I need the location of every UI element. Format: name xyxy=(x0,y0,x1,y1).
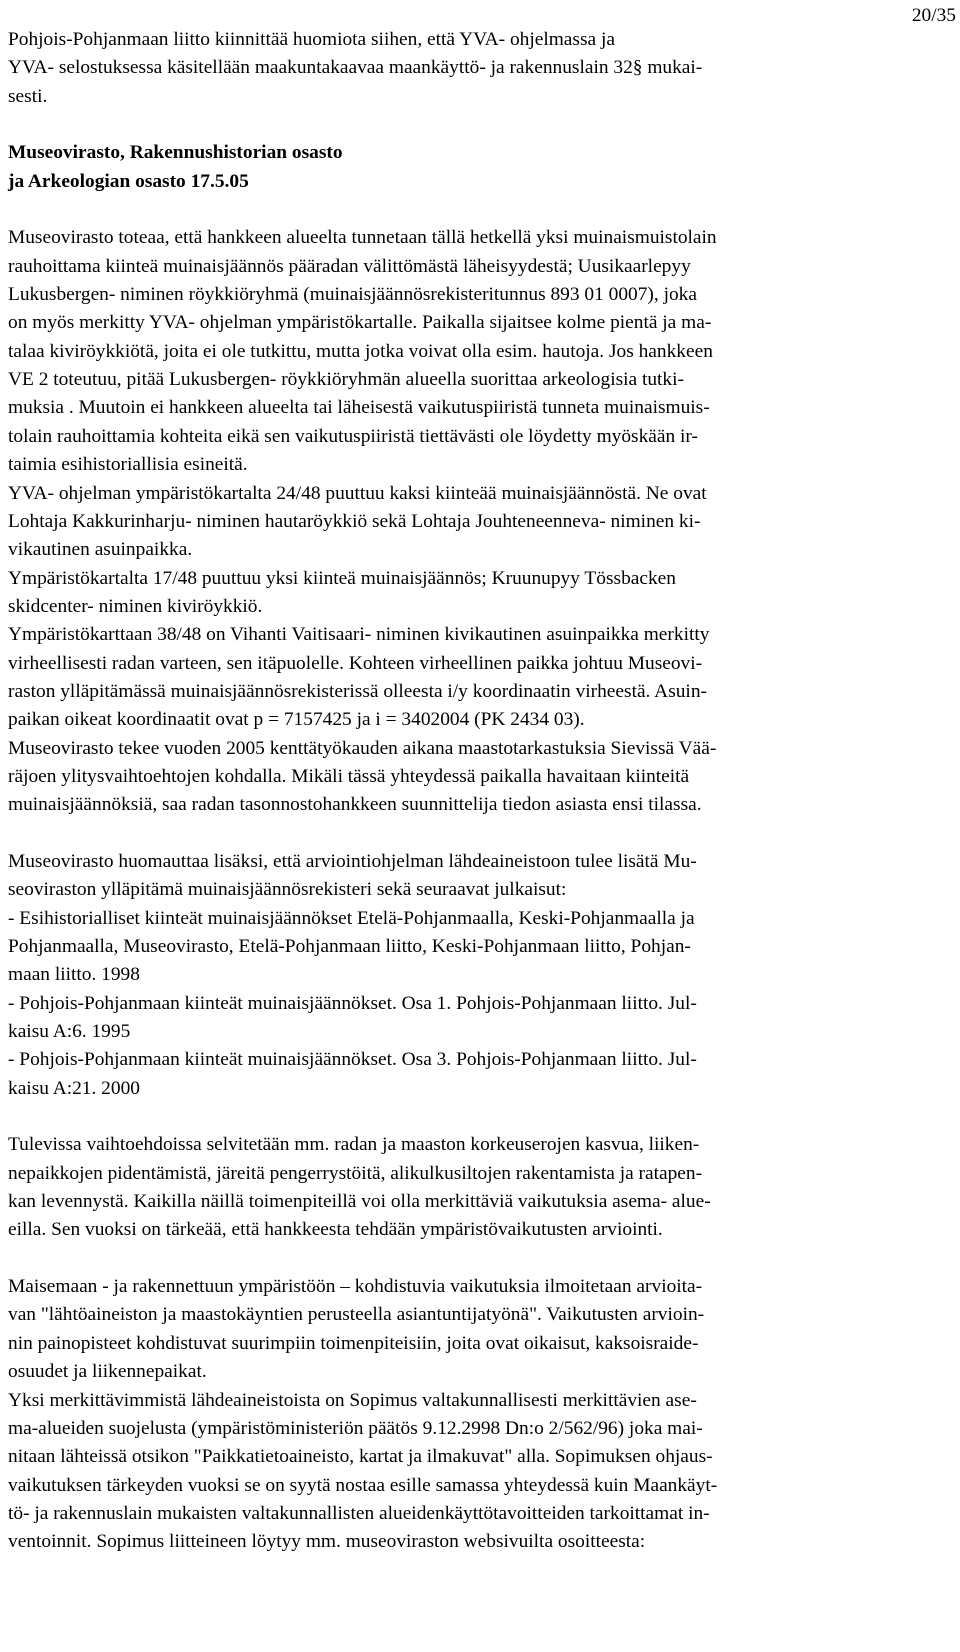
paragraph-spacer xyxy=(8,1103,952,1131)
text-line: ma-alueiden suojelusta (ympäristöministeriön päätös 9.12.2998 Dn:o 2/562/96) joka mai- xyxy=(8,1417,703,1439)
text-line: - Pohjois-Pohjanmaan kiinteät muinaisjäännökset. Osa 1. Pohjois-Pohjanmaan liitto. Jul- xyxy=(8,992,697,1014)
text-line: kaisu A:6. 1995 xyxy=(8,1021,131,1043)
paragraph xyxy=(8,26,952,111)
text-line: - Esihistorialliset kiinteät muinaisjäännökset Etelä-Pohjanmaalla, Keski-Pohjanmaalla ja xyxy=(8,907,695,929)
text-line: nitaan lähteissä otsikon "Paikkatietoaineisto, kartat ja ilmakuvat" alla. Sopimuksen ohjaus- xyxy=(8,1446,713,1468)
text-line: tö- ja rakennuslain mukaisten valtakunnallisten alueidenkäyttötavoitteiden tarkoittamat in- xyxy=(8,1502,710,1524)
text-line: Museovirasto huomauttaa lisäksi, että arviointiohjelman lähdeaineistoon tulee lisätä Mu- xyxy=(8,850,697,872)
text-line: tolain rauhoittamia kohteita eikä sen vaikutuspiiristä tiettävästi ole löydetty myöskään ir- xyxy=(8,425,698,447)
text-line: Ympäristökarttaan 38/48 on Vihanti Vaitisaari- niminen kivikautinen asuinpaikka merkitty xyxy=(8,624,710,646)
text-line: van "lähtöaineiston ja maastokäyntien perusteella asiantuntijatyönä". Vaikutusten arvioin- xyxy=(8,1304,705,1326)
text-line: raston ylläpitämässä muinaisjäännösrekisterissä olleesta i/y koordinaatin virheestä. Asuin- xyxy=(8,680,707,702)
text-line: kaisu A:21. 2000 xyxy=(8,1077,140,1099)
heading-line: Museovirasto, Rakennushistorian osasto xyxy=(8,142,343,164)
text-line: eilla. Sen vuoksi on tärkeää, että hankkeesta tehdään ympäristövaikutusten arviointi. xyxy=(8,1219,663,1241)
text-line: räjoen ylitysvaihtoehtojen kohdalla. Mikäli tässä yhteydessä paikalla havaitaan kiinteitä xyxy=(8,765,690,787)
text-line: muksia . Muutoin ei hankkeen alueelta tai läheisestä vaikutuspiiristä tunneta muinaismuis- xyxy=(8,397,710,419)
paragraph-spacer xyxy=(8,1245,952,1273)
text-line: vaikutuksen tärkeyden vuoksi se on syytä nostaa esille samassa yhteydessä kuin Maankäyt- xyxy=(8,1474,718,1496)
paragraph-spacer xyxy=(8,196,952,224)
text-line: Pohjois-Pohjanmaan liitto kiinnittää huomiota siihen, että YVA- ohjelmassa ja xyxy=(8,29,615,50)
paragraph xyxy=(8,1131,952,1244)
text-line: osuudet ja liikennepaikat. xyxy=(8,1361,207,1383)
text-line: Maisemaan - ja rakennettuun ympäristöön – kohdistuvia vaikutuksia ilmoitetaan arvioita- xyxy=(8,1276,703,1298)
text-line: rauhoittama kiinteä muinaisjäännös pääradan välittömästä läheisyydestä; Uusikaarlepyy xyxy=(8,255,691,277)
paragraph xyxy=(8,1273,952,1556)
text-line: kan levennystä. Kaikilla näillä toimenpiteillä voi olla merkittäviä vaikutuksia asema- alue- xyxy=(8,1191,711,1213)
text-line: paikan oikeat koordinaatit ovat p = 7157425 ja i = 3402004 (PK 2434 03). xyxy=(8,709,585,731)
text-line: vikautinen asuinpaikka. xyxy=(8,539,193,561)
text-line: Museovirasto toteaa, että hankkeen alueelta tunnetaan tällä hetkellä yksi muinaismuistolain xyxy=(8,227,717,249)
section-heading xyxy=(8,139,952,196)
text-line: Lukusbergen- niminen röykkiöryhmä (muinaisjäännösrekisteritunnus 893 01 0007), joka xyxy=(8,284,697,306)
text-line: Pohjanmaalla, Museovirasto, Etelä-Pohjanmaan liitto, Keski-Pohjanmaan liitto, Pohjan- xyxy=(8,936,691,957)
paragraph-spacer xyxy=(8,111,952,139)
text-line: taimia esihistoriallisia esineitä. xyxy=(8,454,248,476)
paragraph xyxy=(8,848,952,1103)
text-line: muinaisjäännöksiä, saa radan tasonnostohankkeen suunnittelija tiedon asiasta ensi tilassa. xyxy=(8,794,702,816)
text-line: - Pohjois-Pohjanmaan kiinteät muinaisjäännökset. Osa 3. Pohjois-Pohjanmaan liitto. Jul- xyxy=(8,1049,697,1071)
text-line: VE 2 toteutuu, pitää Lukusbergen- röykkiöryhmän alueella suorittaa arkeologisia tutki- xyxy=(8,369,684,391)
text-line: maan liitto. 1998 xyxy=(8,964,140,986)
text-line: virheellisesti radan varteen, sen itäpuolelle. Kohteen virheellinen paikka johtuu Museovi- xyxy=(8,652,703,674)
text-line: Yksi merkittävimmistä lähdeaineistoista on Sopimus valtakunnallisesti merkittävien ase- xyxy=(8,1389,697,1411)
text-line: sesti. xyxy=(8,85,48,107)
text-line: Lohtaja Kakkurinharju- niminen hautaröykkiö sekä Lohtaja Jouhteneenneva- niminen ki- xyxy=(8,510,701,532)
text-line: Tulevissa vaihtoehdoissa selvitetään mm. radan ja maaston korkeuserojen kasvua, liiken- xyxy=(8,1134,700,1156)
text-line: YVA- selostuksessa käsitellään maakuntakaavaa maankäyttö- ja rakennuslain 32§ mukai- xyxy=(8,57,703,79)
document-body xyxy=(8,26,952,1557)
text-line: skidcenter- niminen kiviröykkiö. xyxy=(8,595,263,617)
page-number: 20/35 xyxy=(911,5,956,26)
paragraph-spacer xyxy=(8,820,952,848)
text-line: Museovirasto tekee vuoden 2005 kenttätyökauden aikana maastotarkastuksia Sievissä Vää- xyxy=(8,737,717,759)
text-line: ventoinnit. Sopimus liitteineen löytyy mm. museoviraston websivuilta osoitteesta: xyxy=(8,1531,646,1553)
text-line: Ympäristökartalta 17/48 puuttuu yksi kiinteä muinaisjäännös; Kruunupyy Tössbacken xyxy=(8,567,676,589)
text-line: talaa kiviröykkiötä, joita ei ole tutkittu, mutta jotka voivat olla esim. hautoja. Jos hankkeen xyxy=(8,340,713,362)
heading-line: ja Arkeologian osasto 17.5.05 xyxy=(8,170,249,192)
text-line: on myös merkitty YVA- ohjelman ympäristökartalle. Paikalla sijaitsee kolme pientä ja ma- xyxy=(8,312,712,334)
text-line: nin painopisteet kohdistuvat suurimpiin toimenpiteisiin, joita ovat oikaisut, kaksoisraide- xyxy=(8,1332,699,1354)
text-line: YVA- ohjelman ympäristökartalta 24/48 puuttuu kaksi kiinteää muinaisjäännöstä. Ne ovat xyxy=(8,482,707,504)
paragraph xyxy=(8,224,952,819)
text-line: nepaikkojen pidentämistä, järeitä pengerrystöitä, alikulkusiltojen rakentamista ja ratapen- xyxy=(8,1162,703,1184)
text-line: seoviraston ylläpitämä muinaisjäännösrekisteri sekä seuraavat julkaisut: xyxy=(8,879,567,901)
